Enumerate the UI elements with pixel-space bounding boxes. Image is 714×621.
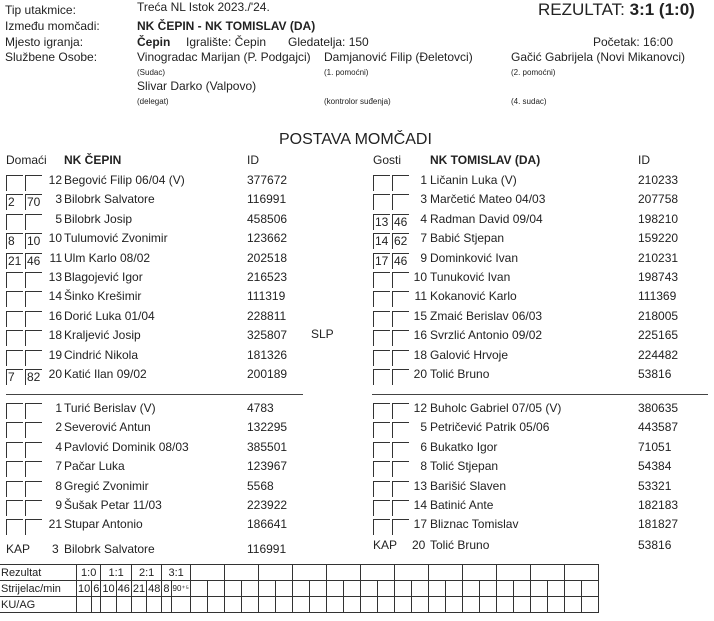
- away-player-name: Petričević Patrik 05/06: [430, 420, 550, 435]
- home-player-number: 14: [48, 289, 62, 304]
- result-label: REZULTAT:: [538, 0, 625, 19]
- away-player-number: 17: [413, 517, 427, 532]
- away-sub-minute-box: [392, 350, 409, 366]
- home-player-id: 200189: [247, 367, 288, 381]
- away-player-id: 53816: [638, 367, 672, 381]
- away-player-id: 159220: [638, 231, 679, 246]
- home-player-id: 228811: [247, 308, 287, 323]
- slp-label: SLP: [311, 327, 334, 341]
- home-player-id: 132295: [247, 420, 288, 435]
- home-sub-minute-box: [6, 311, 23, 327]
- away-player-number: 16: [413, 328, 427, 343]
- home-sub-minute-box: [25, 175, 42, 191]
- home-sub-minute-box: [6, 500, 23, 516]
- away-captain-id: 53816: [638, 538, 672, 552]
- away-captain-number: 20: [412, 538, 426, 552]
- home-player-id: 385501: [247, 439, 288, 454]
- home-player-name: Gregić Zvonimir: [64, 478, 149, 493]
- away-sub-minute-box: [392, 369, 409, 385]
- away-sub-minute-box: [373, 500, 390, 516]
- home-player-name: Begović Filip 06/04 (V): [64, 173, 185, 187]
- result-row: [0, 565, 598, 581]
- away-sub-minute-box: [392, 291, 409, 307]
- between-value: NK ČEPIN - NK TOMISLAV (DA): [137, 19, 316, 33]
- result-cell: 2:1: [131, 565, 162, 581]
- home-sub-minute-box: [6, 272, 23, 288]
- home-sub-minute-box: [25, 291, 42, 307]
- away-player-id: 210233: [638, 173, 679, 187]
- home-player-id: 123967: [247, 459, 288, 474]
- official-controller-role: (kontrolor suđenja): [324, 97, 391, 106]
- away-sub-minute-box: [392, 481, 409, 497]
- home-sub-minute-box: [6, 175, 23, 191]
- away-player-id: 210231: [638, 250, 679, 265]
- home-divider: [6, 394, 303, 395]
- away-sub-minute-box: 17: [375, 253, 389, 268]
- home-player-id: 5568: [247, 478, 274, 493]
- away-player-number: 14: [413, 498, 427, 512]
- match-type-value: Treća NL Istok 2023./'24.: [137, 0, 270, 14]
- away-player-name: Buholc Gabriel 07/05 (V): [430, 401, 562, 415]
- away-team-name: NK TOMISLAV (DA): [430, 153, 541, 167]
- result-cell-empty: [224, 565, 258, 581]
- home-sub-minute-box: 46: [27, 253, 41, 268]
- home-player-id: 123662: [247, 231, 288, 246]
- away-sub-minute-box: [392, 311, 409, 327]
- home-player-name: Pavlović Dominik 08/03: [64, 439, 189, 454]
- away-sub-minute-box: [392, 272, 409, 288]
- result-cell-empty: [428, 565, 462, 581]
- spectators-label: Gledatelja: 150: [288, 35, 369, 49]
- away-player-id: 225165: [638, 328, 679, 343]
- home-sub-minute-box: 10: [27, 234, 41, 249]
- home-captain-label: KAP: [6, 542, 31, 556]
- away-player-id: 111369: [638, 289, 677, 304]
- away-side-label: Gosti: [373, 153, 402, 167]
- away-player-number: 5: [420, 420, 427, 435]
- away-player-name: Bliznac Tomislav: [430, 517, 519, 532]
- match-type-label: Tip utakmice:: [5, 3, 76, 17]
- home-sub-minute-box: [25, 442, 42, 458]
- home-sub-minute-box: [25, 272, 42, 288]
- scorer-minute: 46: [117, 582, 130, 595]
- away-sub-minute-box: [373, 272, 390, 288]
- result-cell-empty: [462, 565, 496, 581]
- away-sub-minute-box: [373, 311, 390, 327]
- home-player-id: 116991: [247, 192, 287, 207]
- away-player-name: Galović Hrvoje: [430, 347, 509, 362]
- home-player-id: 377672: [247, 173, 288, 187]
- away-sub-minute-box: [373, 422, 390, 438]
- scorer-player: 8: [163, 582, 170, 595]
- result-header: [538, 0, 695, 20]
- home-sub-minute-box: [6, 461, 23, 477]
- home-player-number: 8: [55, 478, 62, 493]
- result-value: 3:1 (1:0): [629, 0, 695, 19]
- home-player-name: Šušak Petar 11/03: [64, 498, 162, 512]
- result-cell: 3:1: [162, 565, 191, 581]
- home-sub-minute-box: [25, 422, 42, 438]
- home-player-id: 186641: [247, 517, 288, 532]
- away-sub-minute-box: [392, 330, 409, 346]
- away-captain-label: KAP: [373, 538, 398, 552]
- home-team-name: NK ČEPIN: [64, 153, 122, 167]
- away-player-id: 224482: [638, 347, 679, 362]
- home-player-name: Ulm Karlo 08/02: [64, 250, 151, 265]
- away-sub-minute-box: [392, 461, 409, 477]
- home-player-name: Katić Ilan 09/02: [64, 367, 147, 381]
- result-cell-empty: [360, 565, 394, 581]
- result-cell: 1:1: [101, 565, 132, 581]
- away-player-name: Svrzlić Antonio 09/02: [430, 328, 543, 343]
- home-player-name: Stupar Antonio: [64, 517, 143, 532]
- home-sub-minute-box: [25, 311, 42, 327]
- scorer-row: [0, 581, 598, 597]
- scorer-player: 10: [78, 582, 91, 595]
- home-sub-minute-box: [25, 350, 42, 366]
- away-sub-minute-box: 62: [394, 234, 408, 249]
- official-delegate-name: Slivar Darko (Valpovo): [137, 79, 257, 93]
- away-player-number: 7: [420, 231, 427, 246]
- away-sub-minute-box: [392, 175, 409, 191]
- away-sub-minute-box: [373, 291, 390, 307]
- official-delegate-role: (delegat): [137, 97, 169, 106]
- home-sub-minute-box: [25, 403, 42, 419]
- official-assistant2-name: Gačić Gabrijela (Novi Mikanovci): [511, 50, 686, 64]
- away-player-name: Tolić Bruno: [430, 367, 490, 381]
- home-player-name: Dorić Luka 01/04: [64, 308, 155, 323]
- away-sub-minute-box: 14: [375, 234, 389, 249]
- between-label: Između momčadi:: [5, 19, 100, 33]
- away-sub-minute-box: [373, 194, 390, 210]
- away-player-number: 18: [413, 347, 427, 362]
- away-sub-minute-box: [373, 330, 390, 346]
- result-cell-empty: [394, 565, 428, 581]
- home-player-number: 11: [49, 250, 62, 265]
- away-sub-minute-box: 46: [394, 253, 408, 268]
- away-id-label: ID: [638, 153, 650, 167]
- away-player-number: 20: [413, 367, 427, 381]
- home-player-id: 325807: [247, 328, 288, 343]
- home-sub-minute-box: 2: [6, 194, 23, 210]
- away-captain-name: Tolić Bruno: [430, 538, 490, 552]
- home-player-name: Bilobrk Salvatore: [64, 192, 155, 207]
- ground-label: Igralište: Čepin: [186, 35, 267, 49]
- home-sub-minute-box: [6, 422, 23, 438]
- result-cell-empty: [496, 565, 530, 581]
- home-player-name: Severović Antun: [64, 420, 151, 435]
- away-player-name: Radman David 09/04: [430, 211, 543, 226]
- away-divider: [372, 394, 708, 395]
- away-player-number: 6: [420, 439, 427, 454]
- away-sub-minute-box: 13: [375, 214, 389, 229]
- away-player-number: 15: [413, 308, 427, 323]
- row-label-scorer: Strijelac/min: [0, 581, 77, 597]
- scorer-player: 10: [102, 582, 115, 595]
- home-sub-minute-box: [25, 500, 42, 516]
- official-referee-role: (Sudac): [137, 68, 166, 77]
- away-player-id: 207758: [638, 192, 679, 207]
- home-player-number: 4: [55, 439, 62, 454]
- away-player-id: 181827: [638, 517, 679, 532]
- away-player-number: 1: [420, 173, 427, 187]
- home-player-number: 18: [48, 328, 62, 343]
- home-sub-minute-box: [6, 481, 23, 497]
- away-player-name: Barišić Slaven: [430, 478, 507, 493]
- away-player-id: 380635: [638, 401, 679, 415]
- home-player-id: 181326: [247, 347, 288, 362]
- away-sub-minute-box: [392, 403, 409, 419]
- away-sub-minute-box: [373, 519, 390, 535]
- result-cell: 1:0: [77, 565, 101, 581]
- away-player-id: 182183: [638, 498, 679, 512]
- away-player-number: 13: [413, 478, 427, 493]
- official-fourth-role: (4. sudac): [511, 97, 547, 106]
- home-player-name: Pačar Luka: [64, 459, 125, 474]
- scorer-minute: 48: [148, 582, 161, 595]
- home-player-number: 3: [55, 192, 62, 207]
- home-player-name: Blagojević Igor: [64, 270, 143, 284]
- home-player-id: 223922: [247, 498, 288, 512]
- section-title: POSTAVA MOMČADI: [279, 131, 432, 148]
- home-player-number: 20: [48, 367, 62, 381]
- away-player-number: 9: [420, 250, 427, 265]
- home-player-number: 21: [48, 517, 62, 532]
- home-captain-number: 3: [52, 542, 59, 556]
- scorer-player: 21: [132, 582, 146, 595]
- home-sub-minute-box: [6, 442, 23, 458]
- home-player-number: 10: [48, 231, 62, 246]
- scorer-minute: 6: [93, 582, 100, 595]
- place-value: Čepin: [137, 35, 171, 49]
- home-player-number: 9: [55, 498, 62, 512]
- away-player-id: 54384: [638, 459, 672, 474]
- home-player-name: Kraljević Josip: [64, 328, 141, 343]
- official-assistant1-name: Damjanović Filip (Đeletovci): [324, 50, 473, 64]
- home-player-id: 458506: [247, 211, 288, 226]
- away-player-name: Tolić Stjepan: [430, 459, 499, 474]
- home-captain-id: 116991: [247, 542, 287, 556]
- away-sub-minute-box: [373, 350, 390, 366]
- home-side-label: Domaći: [6, 153, 47, 167]
- official-assistant2-role: (2. pomoćni): [511, 68, 556, 77]
- row-label-result: Rezultat: [0, 565, 77, 581]
- home-sub-minute-box: [6, 214, 23, 230]
- home-player-id: 4783: [247, 401, 274, 415]
- away-player-id: 71051: [638, 439, 672, 454]
- away-sub-minute-box: [373, 461, 390, 477]
- away-player-id: 198210: [638, 211, 679, 226]
- away-player-name: Zmaić Berislav 06/03: [430, 308, 543, 323]
- home-sub-minute-box: [6, 291, 23, 307]
- official-assistant1-role: (1. pomoćni): [324, 68, 369, 77]
- away-sub-minute-box: [373, 442, 390, 458]
- home-player-name: Šinko Krešimir: [64, 289, 142, 304]
- away-player-name: Kokanović Karlo: [430, 289, 517, 304]
- home-player-name: Cindrić Nikola: [64, 347, 139, 362]
- home-player-name: Bilobrk Josip: [64, 211, 133, 226]
- score-table: [0, 564, 599, 613]
- home-player-number: 5: [55, 211, 62, 226]
- away-sub-minute-box: [373, 403, 390, 419]
- home-sub-minute-box: 21: [8, 253, 22, 268]
- kuag-row: [0, 597, 598, 613]
- result-cell-empty: [530, 565, 564, 581]
- home-sub-minute-box: [6, 330, 23, 346]
- away-player-name: Ličanin Luka (V): [430, 173, 517, 187]
- home-player-number: 7: [55, 459, 62, 474]
- home-player-number: 1: [55, 401, 62, 415]
- away-player-number: 12: [413, 401, 427, 415]
- scorer-minute: 90⁺⁵: [171, 581, 190, 597]
- away-sub-minute-box: [373, 481, 390, 497]
- home-player-number: 12: [48, 173, 62, 187]
- row-label-kuag: KU/AG: [0, 597, 77, 613]
- away-sub-minute-box: [373, 175, 390, 191]
- away-player-name: Marčetić Mateo 04/03: [430, 192, 546, 207]
- away-player-number: 10: [413, 270, 427, 284]
- home-player-number: 13: [48, 270, 62, 284]
- home-sub-minute-box: 82: [27, 370, 41, 384]
- result-cell-empty: [326, 565, 360, 581]
- away-player-id: 198743: [638, 270, 679, 284]
- home-player-number: 16: [48, 308, 62, 323]
- away-player-id: 53321: [638, 478, 672, 493]
- officials-label: Službene Osobe:: [5, 50, 98, 64]
- away-player-name: Batinić Ante: [430, 498, 494, 512]
- away-sub-minute-box: [392, 500, 409, 516]
- home-player-name: Turić Berislav (V): [64, 401, 156, 415]
- away-sub-minute-box: [392, 442, 409, 458]
- home-sub-minute-box: 70: [27, 195, 41, 210]
- home-sub-minute-box: [25, 214, 42, 230]
- away-player-name: Tunuković Ivan: [430, 270, 511, 284]
- kickoff-label: Početak: 16:00: [593, 35, 674, 49]
- home-player-number: 2: [55, 420, 62, 435]
- official-referee-name: Vinogradac Marijan (P. Podgajci): [137, 50, 311, 64]
- away-player-name: Babić Stjepan: [430, 231, 505, 246]
- home-player-name: Tulumović Zvonimir: [64, 231, 168, 246]
- away-player-number: 4: [420, 211, 427, 226]
- away-player-id: 443587: [638, 420, 679, 435]
- home-sub-minute-box: [25, 481, 42, 497]
- away-player-number: 3: [420, 192, 427, 207]
- home-sub-minute-box: [6, 519, 23, 535]
- away-player-name: Bukatko Igor: [430, 439, 498, 454]
- away-player-number: 11: [414, 289, 427, 304]
- result-cell-empty: [190, 565, 224, 581]
- away-sub-minute-box: 46: [394, 214, 408, 229]
- away-player-number: 8: [420, 459, 427, 474]
- home-player-id: 202518: [247, 250, 288, 265]
- home-captain-name: Bilobrk Salvatore: [64, 542, 155, 556]
- home-sub-minute-box: [25, 519, 42, 535]
- home-player-id: 216523: [247, 270, 288, 284]
- result-cell-empty: [258, 565, 292, 581]
- home-player-id: 111319: [247, 289, 286, 304]
- away-player-name: Dominković Ivan: [430, 250, 519, 265]
- home-player-number: 19: [48, 347, 62, 362]
- home-sub-minute-box: [6, 403, 23, 419]
- result-cell-empty: [292, 565, 326, 581]
- home-sub-minute-box: 8: [6, 233, 23, 249]
- home-id-label: ID: [247, 153, 259, 167]
- away-player-id: 218005: [638, 308, 679, 323]
- place-label: Mjesto igranja:: [5, 35, 84, 49]
- away-sub-minute-box: [392, 519, 409, 535]
- home-sub-minute-box: [6, 350, 23, 366]
- away-sub-minute-box: [392, 194, 409, 210]
- away-sub-minute-box: [392, 422, 409, 438]
- home-sub-minute-box: [25, 330, 42, 346]
- away-sub-minute-box: [373, 369, 390, 385]
- result-cell-empty: [564, 565, 598, 581]
- home-sub-minute-box: [25, 461, 42, 477]
- home-sub-minute-box: 7: [6, 369, 23, 385]
